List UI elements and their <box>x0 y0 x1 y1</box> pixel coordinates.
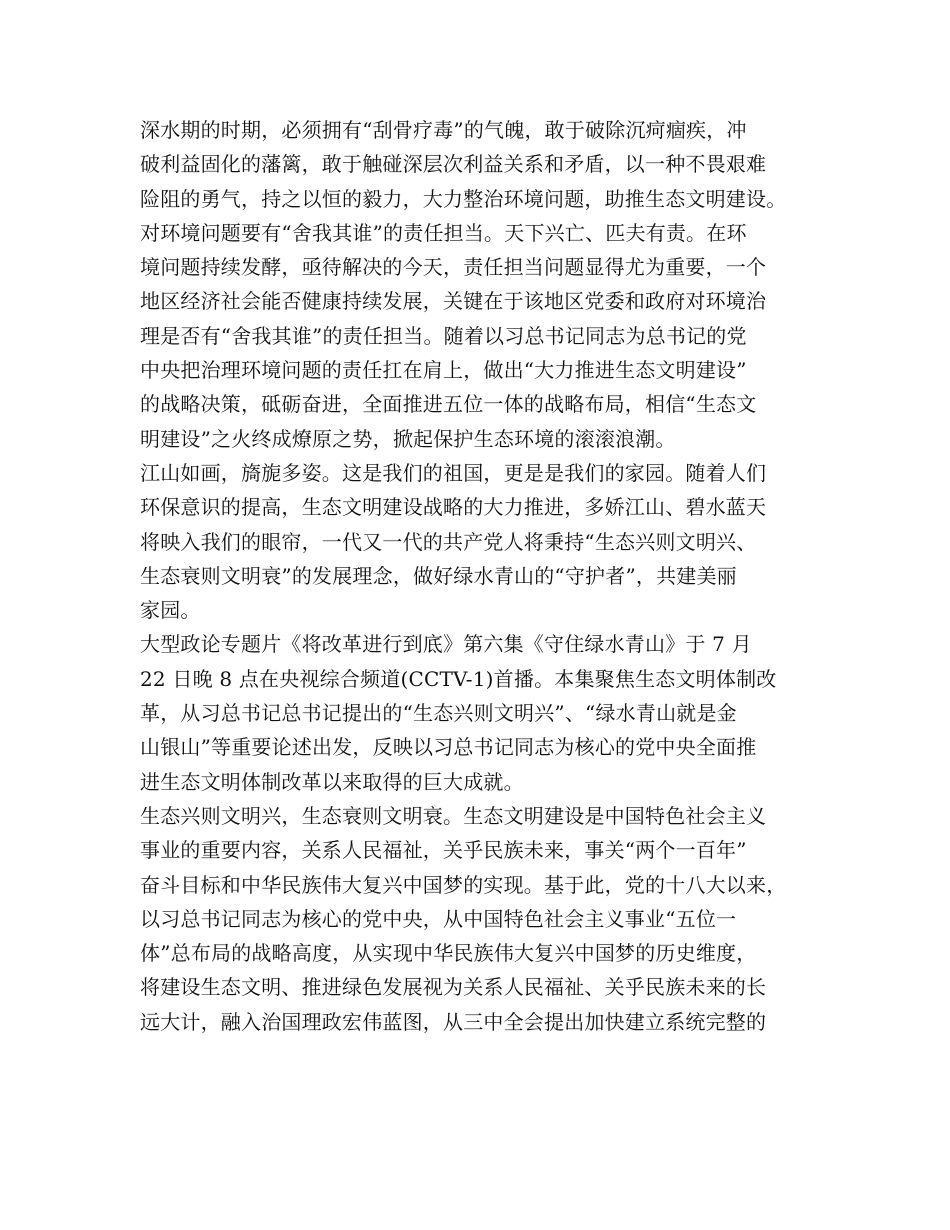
text-line: 理是否有“舍我其谁”的责任担当。随着以习总书记同志为总书记的党 <box>140 323 747 348</box>
text-line: 将建设生态文明、推进绿色发展视为关系人民福祉、关乎民族未来的长 <box>140 975 767 1000</box>
text-line: 江山如画，旖旎多姿。这是我们的祖国，更是是我们的家园。随着人们 <box>140 460 767 485</box>
text-line: 境问题持续发酵，亟待解决的今天，责任担当问题显得尤为重要，一个 <box>140 255 767 280</box>
text-line: 将映入我们的眼帘，一代又一代的共产党人将秉持“生态兴则文明兴、 <box>140 529 757 554</box>
text-line: 家园。 <box>140 598 201 623</box>
text-line: 革，从习总书记总书记提出的“生态兴则文明兴”、“绿水青山就是金 <box>140 701 737 726</box>
text-line: 对环境问题要有“舍我其谁”的责任担当。天下兴亡、匹夫有责。在环 <box>140 220 747 245</box>
text-line: 险阻的勇气，持之以恒的毅力，大力整治环境问题，助推生态文明建设。 <box>140 186 787 211</box>
text-line: 生态兴则文明兴，生态衰则文明衰。生态文明建设是中国特色社会主义 <box>140 803 767 828</box>
text-line: 体”总布局的战略高度，从实现中华民族伟大复兴中国梦的历史维度， <box>140 941 757 966</box>
text-line: 以习总书记同志为核心的党中央，从中国特色社会主义事业“五位一 <box>140 906 737 931</box>
text-line: 地区经济社会能否健康持续发展，关键在于该地区党委和政府对环境治 <box>140 289 767 314</box>
document-body <box>140 113 860 1039</box>
text-line: 破利益固化的藩篱，敢于触碰深层次利益关系和矛盾，以一种不畏艰难 <box>140 152 767 177</box>
text-line: 进生态文明体制改革以来取得的巨大成就。 <box>140 769 524 794</box>
text-line: 事业的重要内容，关系人民福祉，关乎民族未来，事关“两个一百年” <box>140 838 747 863</box>
text-line: 中央把治理环境问题的责任扛在肩上，做出“大力推进生态文明建设” <box>140 358 747 383</box>
text-line: 生态衰则文明衰”的发展理念，做好绿水青山的“守护者”，共建美丽 <box>140 563 737 588</box>
text-line: 山银山”等重要论述出发，反映以习总书记同志为核心的党中央全面推 <box>140 735 757 760</box>
text-line: 大型政论专题片《将改革进行到底》第六集《守住绿水青山》于 7 月 <box>140 632 752 657</box>
text-line: 22 日晚 8 点在央视综合频道(CCTV-1)首播。本集聚焦生态文明体制改 <box>140 666 777 691</box>
text-line: 的战略决策，砥砺奋进，全面推进五位一体的战略布局，相信“生态文 <box>140 392 757 417</box>
text-line: 深水期的时期，必须拥有“刮骨疗毒”的气魄，敢于破除沉疴痼疾，冲 <box>140 118 747 142</box>
text-line: 明建设”之火终成燎原之势，掀起保护生态环境的滚滚浪潮。 <box>140 426 676 451</box>
text-line: 环保意识的提高，生态文明建设战略的大力推进，多娇江山、碧水蓝天 <box>140 495 767 520</box>
text-line: 远大计，融入治国理政宏伟蓝图，从三中全会提出加快建立系统完整的 <box>140 1009 767 1034</box>
text-line: 奋斗目标和中华民族伟大复兴中国梦的实现。基于此，党的十八大以来， <box>140 872 787 897</box>
